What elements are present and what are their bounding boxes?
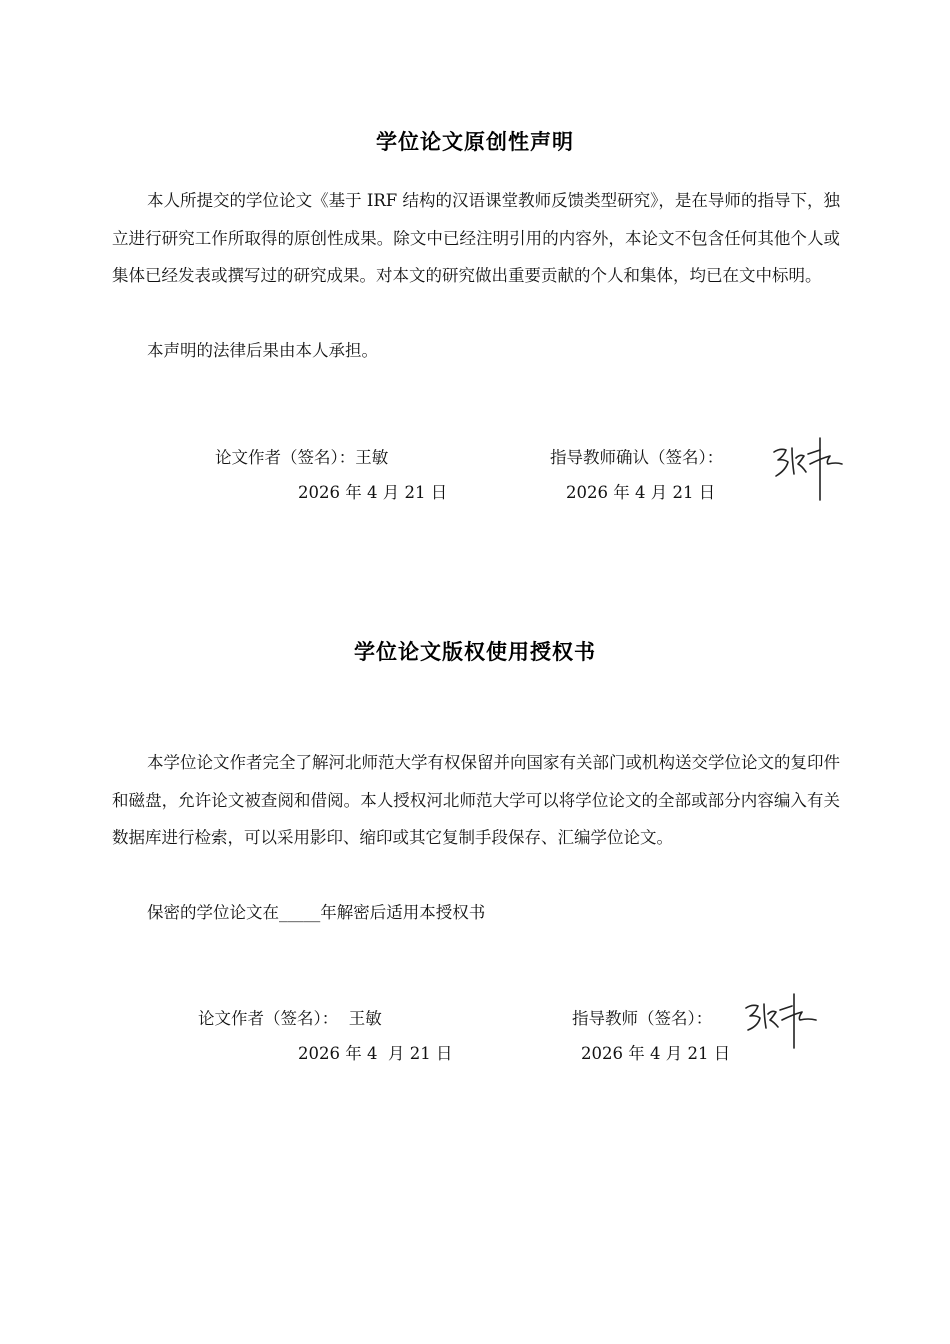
declaration-title: 学位论文原创性声明 [376,130,574,154]
authorization-advisor-date: 2026 年 4 月 21 日 [581,1044,731,1063]
declaration-author-date: 2026 年 4 月 21 日 [298,483,448,502]
authorization-author-date: 2026 年 4 月 21 日 [298,1044,453,1063]
declaration-paragraph-1: 本人所提交的学位论文《基于 IRF 结构的汉语课堂教师反馈类型研究》，是在导师的指导下，独立进行研究工作所取得的原创性成果。除文中已经注明引用的内容外，本论文不包含任何其他个人或集体已经发表或撰写过的研究成果。对本文的研究做出重要贡献的个人和集体，均已在文中标明。 [112,191,840,285]
authorization-advisor-handwritten-signature [742,992,822,1052]
declaration-advisor-handwritten-signature [770,434,850,504]
authorization-paragraph-2: 保密的学位论文在_____年解密后适用本授权书 [147,903,486,922]
authorization-advisor-signature-label: 指导教师（签名）： [572,1009,713,1028]
declaration-author-signature-label: 论文作者（签名）：王敏 [215,448,389,467]
declaration-advisor-date: 2026 年 4 月 21 日 [566,483,716,502]
authorization-author-signature-label: 论文作者（签名）： 王敏 [198,1009,382,1028]
authorization-title: 学位论文版权使用授权书 [354,640,596,664]
declaration-paragraph-2: 本声明的法律后果由本人承担。 [147,341,378,360]
authorization-paragraph-1: 本学位论文作者完全了解河北师范大学有权保留并向国家有关部门或机构送交学位论文的复印件和磁盘，允许论文被查阅和借阅。本人授权河北师范大学可以将学位论文的全部或部分内容编入有关数据库进行检索，可以采用影印、缩印或其它复制手段保存、汇编学位论文。 [112,753,840,847]
declaration-advisor-signature-label: 指导教师确认（签名）： [550,448,724,467]
